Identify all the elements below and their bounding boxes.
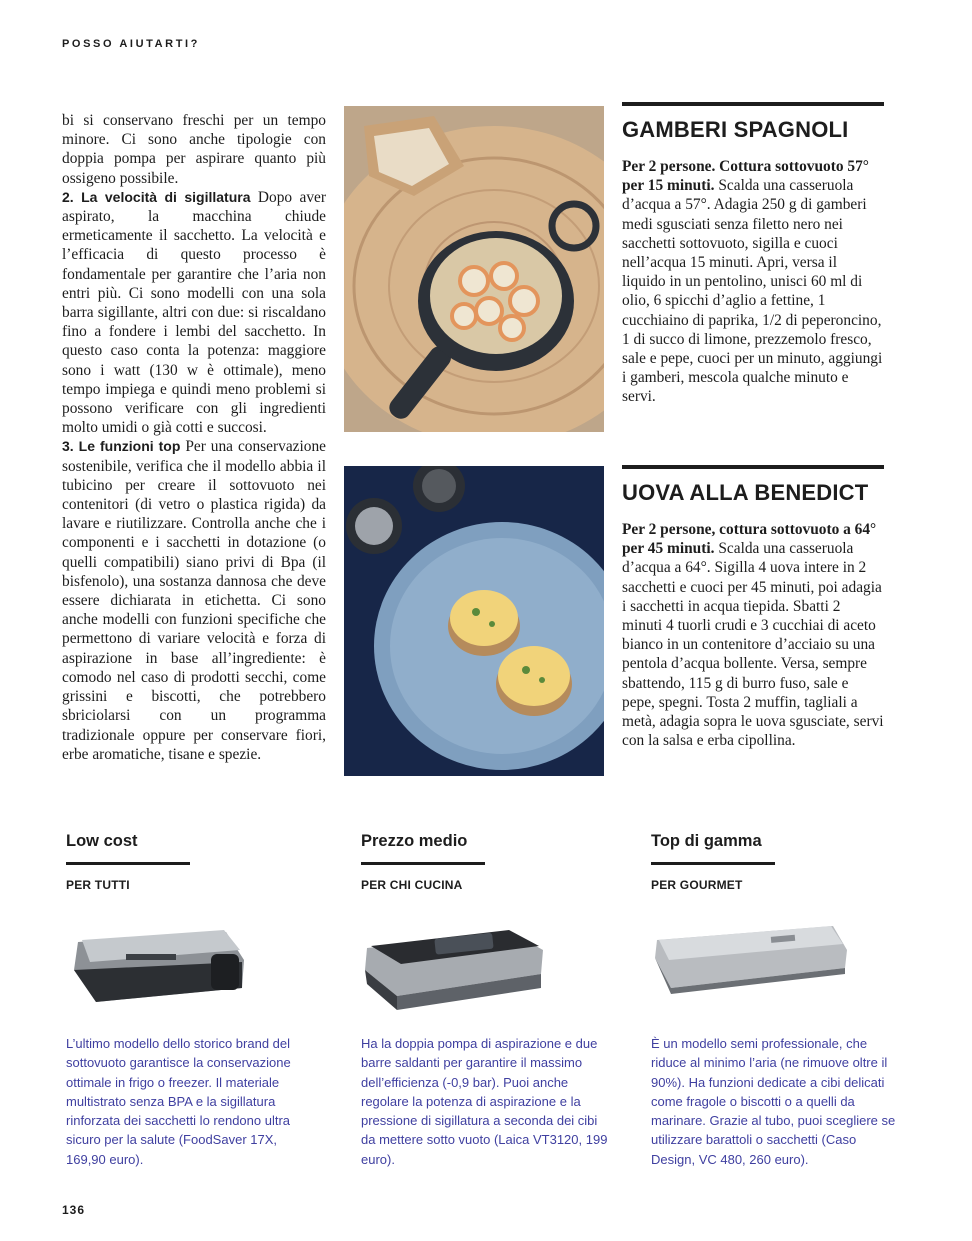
product-audience: PER CHI CUCINA — [361, 878, 463, 892]
recipe-eggs-benedict — [622, 465, 884, 750]
paragraph-lead: 2. La velocità di sigillatura — [62, 188, 251, 205]
tier-divider — [651, 862, 775, 865]
product-tier: Prezzo medio — [361, 832, 468, 850]
recipe-body: Scalda una casseruola d’acqua a 64°. Sigilla 4 uova intere in 2 sacchetti e cuoci per 45 minuti, poi adagia i sacchetti in acqua tiepida. Sbatti 2 minuti 4 tuorli crudi e 3 cucchiai di aceto bianco in un contenitore d’acciaio su una pentola d’acqua bollente. Versa, sempre sbattendo, 115 g di burro fuso, sale e pepe, spegni. Tosta 2 muffin, tagliali a metà, adagia sopra le uova sgusciate, servi con la salsa e erba cipollina. — [622, 540, 884, 750]
product-description: È un modello semi professionale, che riduce al minimo l’aria (ne rimuove oltre il 90%). Ha funzioni dedicate a cibi delicati come fragole o biscotti o a quelli da marinare. Grazie al tubo, puoi scegliere se utilizzare barattoli o sacchetti (Caso Design, VC 480, 260 euro). — [651, 1036, 896, 1167]
product-tier: Low cost — [66, 832, 138, 850]
recipe-divider — [622, 465, 884, 469]
product-low-cost — [66, 832, 316, 1169]
product-audience: PER GOURMET — [651, 878, 743, 892]
article-column — [62, 111, 326, 764]
vacuum-sealer-image — [651, 910, 901, 1020]
article-paragraph: bi si conservano freschi per un tempo minore. Ci sono anche tipologie con doppia pompa per aspirare quanto più ossigeno possibile. — [62, 112, 326, 187]
product-audience: PER TUTTI — [66, 878, 130, 892]
recipe-shrimp — [622, 102, 884, 407]
product-description: L’ultimo modello dello storico brand del sottovuoto garantisce la conservazione ottimale in frigo o freezer. Il materiale multistrato senza BPA e la sigillatura rinforzata dei sacchetti lo rendono ultra sicuro per la salute (FoodSaver 17X, 169,90 euro). — [66, 1036, 291, 1167]
paragraph-text: Dopo aver aspirato, la macchina chiude ermeticamente il sacchetto. La velocità e l’efficacia di questo processo è fondamentale per garantire che l’aria non entri più. Ci sono modelli con una sola barra sigillante, altri con due: si riscaldano fino a fondere i lembi del sacchetto. In questo caso conta la potenza: maggiore sono i watt (130 w è ottimale), meno tempo impiega e quindi meno problemi si possono verificare con gli ingredienti molto umidi o già cotti e succosi. — [62, 188, 326, 437]
recipe-intro: Per 2 persone, cottura sottovuoto a 64° per 45 minuti. — [622, 521, 877, 558]
shrimp-dish-photo — [344, 106, 604, 432]
recipe-body: Scalda una casseruola d’acqua a 57°. Adagia 250 g di gamberi medi sgusciati senza filetto nero nei sacchetti sottovuoto, sigilla e cuoci nell’acqua 15 minuti. Apri, versa il liquido in un pentolino, unisci 60 ml di olio, 6 spicchi d’aglio a fettine, 1 cucchiaino di paprika, 1/2 di peperoncino, 1 di succo di limone, prezzemolo fresco, sale e pepe, cuoci per un minuto, aggiungi i gamberi, mescola qualche minuto e servi. — [622, 177, 883, 406]
vacuum-sealer-image — [361, 910, 611, 1020]
product-description: Ha la doppia pompa di aspirazione e due barre saldanti per garantire il massimo dell’efficienza (-0,9 bar). Puoi anche regolare la potenza di aspirazione e la pressione di sigillatura a seconda dei cibi da mettere sotto vuoto (Laica VT3120, 199 euro). — [361, 1036, 608, 1167]
tier-divider — [361, 862, 485, 865]
recipe-title: UOVA ALLA BENEDICT — [622, 480, 869, 505]
tier-divider — [66, 862, 190, 865]
recipe-divider — [622, 102, 884, 106]
recipe-title: GAMBERI SPAGNOLI — [622, 117, 849, 142]
recipe-text — [622, 520, 884, 750]
running-head: POSSO AIUTARTI? — [62, 38, 200, 50]
recipe-text — [622, 157, 884, 407]
product-mid-price — [361, 832, 611, 1169]
eggs-benedict-photo — [344, 466, 604, 776]
product-tier: Top di gamma — [651, 832, 762, 850]
page-number: 136 — [62, 1203, 86, 1217]
paragraph-lead: 3. Le funzioni top — [62, 438, 181, 455]
product-top-range — [651, 832, 901, 1169]
article-paragraph — [62, 188, 326, 438]
recipe-intro: Per 2 persone. Cottura sottovuoto 57° per 15 minuti. — [622, 158, 869, 195]
article-paragraph — [62, 437, 326, 763]
paragraph-text: Per una conservazione sostenibile, verifica che il modello abbia il tubicino per creare il sottovuoto nei contenitori (di vetro o plastica rigida) da lavare e riutilizzare. Controlla anche che i componenti e i sacchetti in dotazione (o quelli compatibili) siano privi di Bpa (il bisfenolo), una sostanza dannosa che deve essere dichiarata in etichetta. Ci sono anche modelli con funzioni specifiche che permettono di variare velocità e forza di aspirazione in base all’ingrediente: è comodo nel caso di prodotti secchi, come grissini e biscotti, che potrebbero sbriciolarsi con un programma tradizionale oppure per conservare fiori, erbe aromatiche, tisane e spezie. — [62, 438, 326, 763]
vacuum-sealer-image — [66, 910, 316, 1020]
